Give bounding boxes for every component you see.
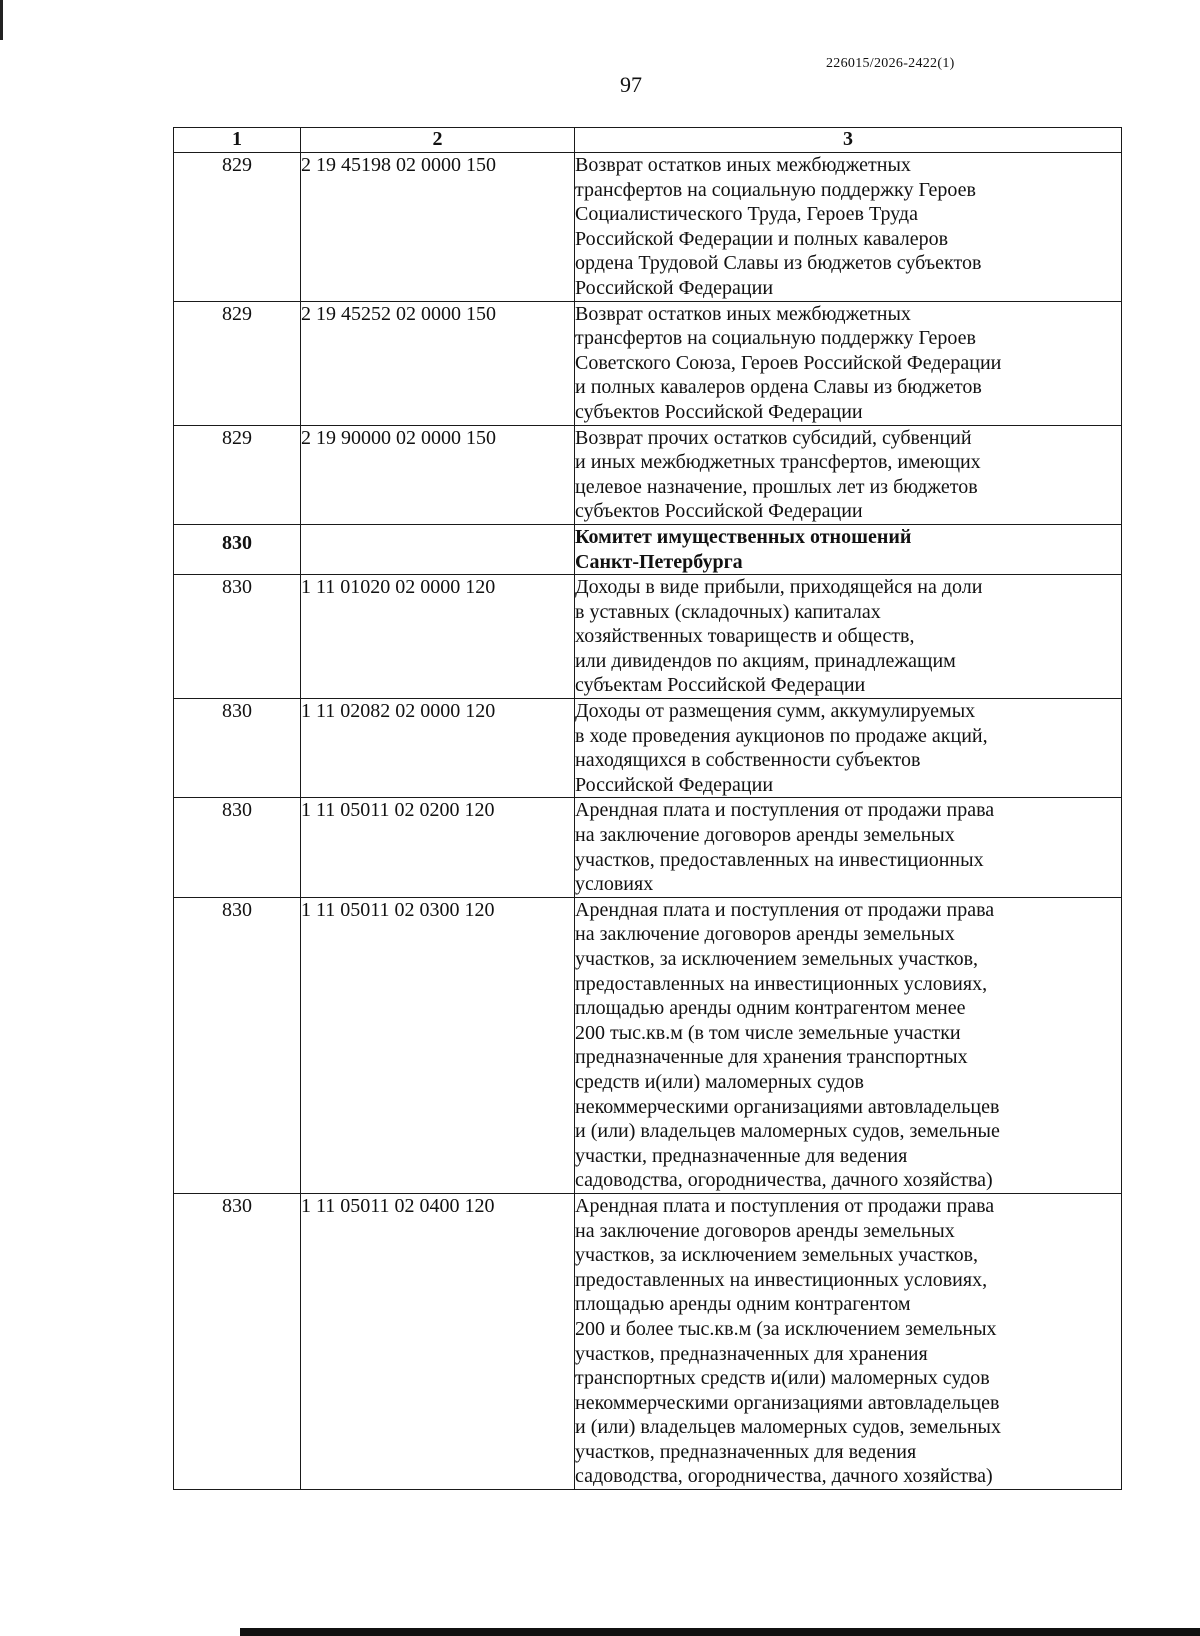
description-line: садоводства, огородничества, дачного хозяйства) (575, 1169, 993, 1192)
description-line: участков, предоставленных на инвестиционных (575, 848, 984, 871)
description-line: Российской Федерации и полных кавалеров (575, 227, 949, 250)
description-line: площадью аренды одним контрагентом (575, 1293, 911, 1316)
budget-classification-code-cell (301, 524, 575, 574)
table-row (174, 575, 1122, 699)
description-line: на заключение договоров аренды земельных (575, 1219, 955, 1242)
table-row (174, 301, 1122, 425)
description-line: Доходы от размещения сумм, аккумулируемых (575, 700, 976, 723)
budget-classification-code-cell: 2 19 45252 02 0000 150 (301, 301, 575, 425)
budget-classification-code-cell: 1 11 05011 02 0300 120 (301, 897, 575, 1193)
administrator-code-cell: 829 (174, 153, 301, 302)
administrator-code-cell: 829 (174, 301, 301, 425)
table-row (174, 425, 1122, 524)
description-line: и (или) владельцев маломерных судов, земельных (575, 1416, 1001, 1439)
budget-classification-code-cell: 1 11 05011 02 0200 120 (301, 798, 575, 897)
administrator-code-cell: 830 (174, 897, 301, 1193)
description-line: Комитет имущественных отношений (575, 525, 912, 548)
budget-classification-code-cell: 2 19 45198 02 0000 150 (301, 153, 575, 302)
description-line: и полных кавалеров ордена Славы из бюджетов (575, 376, 982, 399)
description-line: в уставных (складочных) капиталах (575, 600, 881, 623)
table-row (174, 798, 1122, 897)
description-line: площадью аренды одним контрагентом менее (575, 997, 966, 1020)
description-line: на заключение договоров аренды земельных (575, 824, 955, 847)
description-line: предоставленных на инвестиционных условиях, (575, 1268, 988, 1291)
administrator-code-cell: 830 (174, 798, 301, 897)
description-line: Российской Федерации (575, 773, 774, 796)
revenue-description-cell (575, 798, 1122, 897)
description-line: транспортных средств и(или) маломерных судов (575, 1367, 990, 1390)
budget-classification-code-cell: 1 11 05011 02 0400 120 (301, 1193, 575, 1489)
description-line: Доходы в виде прибыли, приходящейся на доли (575, 576, 983, 599)
description-line: Арендная плата и поступления от продажи права (575, 898, 995, 921)
page-number: 97 (620, 72, 642, 97)
description-line: в ходе проведения аукционов по продаже акций, (575, 724, 988, 747)
table-body (174, 153, 1122, 1490)
description-line: участки, предназначенные для ведения (575, 1144, 908, 1167)
description-line: трансфертов на социальную поддержку Героев (575, 178, 976, 201)
budget-classification-code-cell: 1 11 02082 02 0000 120 (301, 699, 575, 798)
revenue-description-cell (575, 1193, 1122, 1489)
description-line: субъектов Российской Федерации (575, 400, 863, 423)
description-line: и иных межбюджетных трансфертов, имеющих (575, 451, 981, 474)
section-heading-row (174, 524, 1122, 574)
revenue-description-cell (575, 575, 1122, 699)
description-line: субъектов Российской Федерации (575, 500, 863, 523)
description-line: садоводства, огородничества, дачного хозяйства) (575, 1465, 993, 1488)
description-line: Арендная плата и поступления от продажи права (575, 1194, 995, 1217)
description-line: Возврат остатков иных межбюджетных (575, 154, 911, 176)
description-line: Возврат остатков иных межбюджетных (575, 302, 911, 325)
description-line: трансфертов на социальную поддержку Героев (575, 327, 976, 350)
administrator-code-cell: 830 (174, 524, 301, 574)
administrator-code-cell: 830 (174, 699, 301, 798)
description-line: предназначенные для хранения транспортных (575, 1046, 968, 1069)
description-line: некоммерческими организациями автовладельцев (575, 1095, 1000, 1118)
description-line: Российской Федерации (575, 276, 774, 299)
administrator-code-cell: 830 (174, 1193, 301, 1489)
column-header: 1 (174, 128, 301, 153)
description-line: некоммерческими организациями автовладельцев (575, 1391, 1000, 1414)
column-header: 2 (301, 128, 575, 153)
description-line: предоставленных на инвестиционных условиях, (575, 972, 988, 995)
budget-classification-code-cell: 1 11 01020 02 0000 120 (301, 575, 575, 699)
table-row (174, 1193, 1122, 1489)
description-line: Санкт-Петербурга (575, 550, 743, 573)
description-line: хозяйственных товариществ и обществ, (575, 625, 915, 648)
description-line: участков, за исключением земельных участков, (575, 1244, 979, 1267)
scan-edge (240, 1628, 1200, 1636)
description-line: целевое назначение, прошлых лет из бюджетов (575, 475, 978, 498)
table-row (174, 153, 1122, 302)
description-line: Социалистического Труда, Героев Труда (575, 203, 918, 226)
revenue-description-cell (575, 425, 1122, 524)
description-line: Арендная плата и поступления от продажи права (575, 799, 995, 822)
table-row (174, 699, 1122, 798)
description-line: находящихся в собственности субъектов (575, 749, 921, 772)
description-line: субъектам Российской Федерации (575, 674, 866, 697)
revenue-description-cell (575, 897, 1122, 1193)
description-line: участков, предназначенных для хранения (575, 1342, 928, 1365)
description-line: участков, за исключением земельных участков, (575, 948, 979, 970)
document-number: 226015/2026-2422(1) (826, 56, 955, 71)
administrator-code-cell: 829 (174, 425, 301, 524)
description-line: условиях (575, 873, 654, 896)
revenue-description-cell (575, 524, 1122, 574)
revenue-description-cell (575, 153, 1122, 302)
description-line: Советского Союза, Героев Российской Федерации (575, 351, 1002, 374)
description-line: или дивидендов по акциям, принадлежащим (575, 649, 956, 672)
revenue-description-cell (575, 301, 1122, 425)
description-line: на заключение договоров аренды земельных (575, 923, 955, 946)
description-line: участков, предназначенных для ведения (575, 1440, 917, 1463)
revenue-description-cell (575, 699, 1122, 798)
description-line: Возврат прочих остатков субсидий, субвенций (575, 426, 972, 449)
budget-codes-table (173, 127, 1122, 1490)
description-line: средств и(или) маломерных судов (575, 1070, 864, 1093)
description-line: ордена Трудовой Славы из бюджетов субъектов (575, 252, 982, 275)
description-line: 200 и более тыс.кв.м (за исключением земельных (575, 1317, 997, 1340)
scan-edge (0, 0, 3, 40)
table-row (174, 897, 1122, 1193)
table-header-row (174, 128, 1122, 153)
description-line: 200 тыс.кв.м (в том числе земельные участки (575, 1021, 961, 1044)
administrator-code-cell: 830 (174, 575, 301, 699)
description-line: и (или) владельцев маломерных судов, земельные (575, 1120, 1000, 1143)
column-header: 3 (575, 128, 1122, 153)
budget-classification-code-cell: 2 19 90000 02 0000 150 (301, 425, 575, 524)
